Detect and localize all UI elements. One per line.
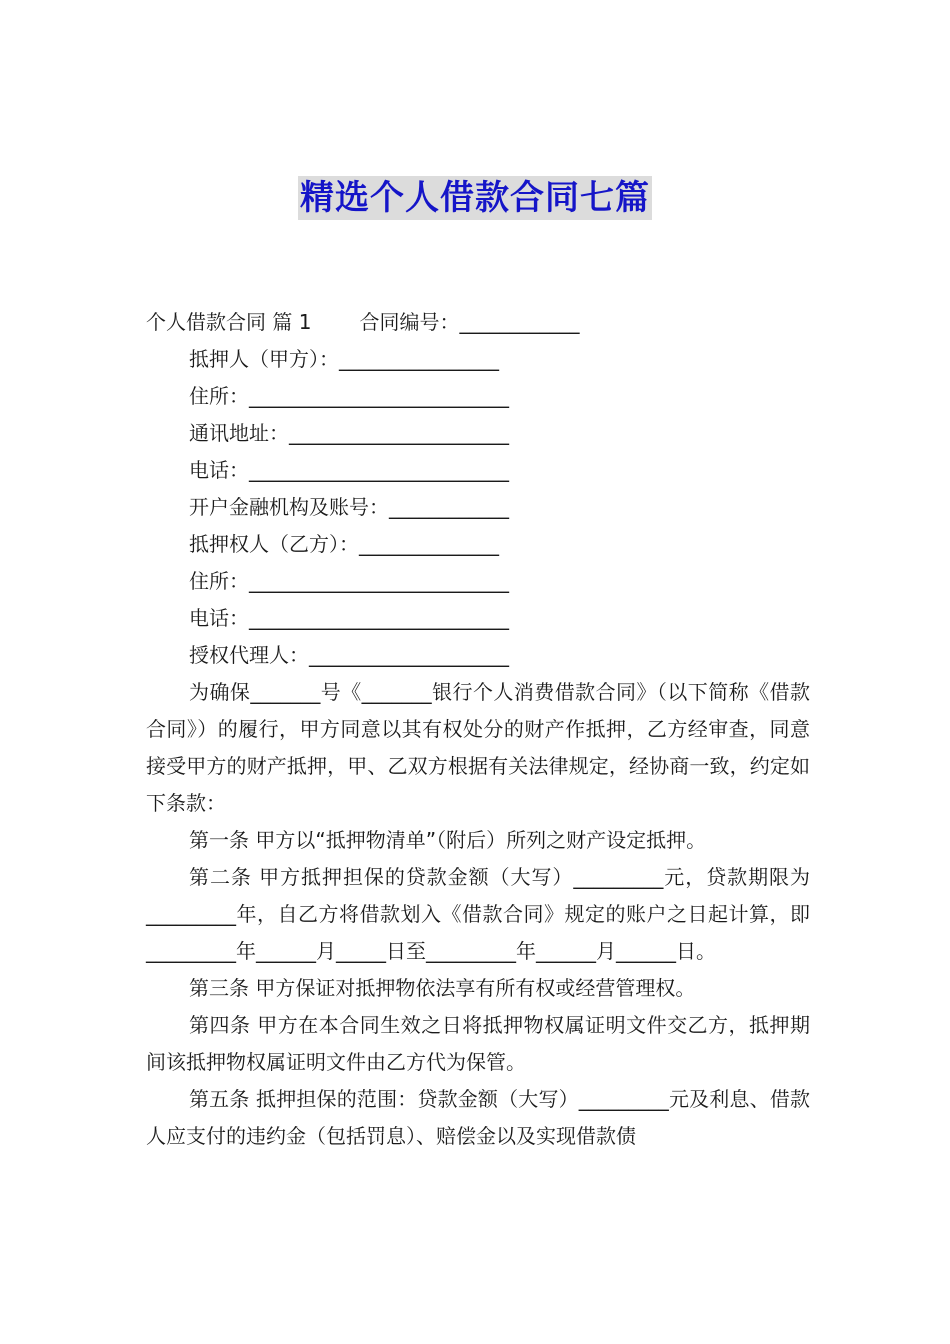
paragraph-article-4: 第四条 甲方在本合同生效之日将抵押物权属证明文件交乙方，抵押期间该抵押物权属证明文件由乙方代为保管。 <box>146 1013 810 1074</box>
paragraph-article-3: 第三条 甲方保证对抵押物依法享有所有权或经营管理权。 <box>189 976 696 1000</box>
document-body <box>146 304 810 1155</box>
paragraph-preamble: 为确保_______号《_______银行个人消费借款合同》（以下简称《借款合同》）的履行，甲方同意以其有权处分的财产作抵押，乙方经审查，同意接受甲方的财产抵押，甲、乙双方根据有关法律规定，经协商一致，约定如下条款： <box>146 680 810 815</box>
field-bank-account: 开户金融机构及账号：____________ <box>189 495 509 519</box>
field-authorized-agent: 授权代理人：____________________ <box>189 643 509 667</box>
field-mortgagee-phone: 电话：__________________________ <box>189 606 509 630</box>
section-heading: 个人借款合同 篇 1 <box>146 310 312 334</box>
field-mortgagor-phone: 电话：__________________________ <box>189 458 509 482</box>
document-title: 精选个人借款合同七篇 <box>300 178 650 218</box>
header-line <box>146 304 810 341</box>
field-mailing-address: 通讯地址：______________________ <box>189 421 509 445</box>
field-mortgagor-address: 住所：__________________________ <box>189 384 509 408</box>
paragraph-article-2: 第二条 甲方抵押担保的贷款金额（大写）_________元，贷款期限为_________年，自乙方将借款划入《借款合同》规定的账户之日起计算，即_________年______月_____日至_________年______月______日。 <box>146 865 810 963</box>
field-mortgagor: 抵押人（甲方）：________________ <box>189 347 499 371</box>
paragraph-article-1: 第一条 甲方以“抵押物清单”（附后）所列之财产设定抵押。 <box>189 828 707 852</box>
contract-number-field: 合同编号：____________ <box>359 310 580 334</box>
paragraph-article-5: 第五条 抵押担保的范围：贷款金额（大写）_________元及利息、借款人应支付的违约金（包括罚息）、赔偿金以及实现借款债 <box>146 1087 810 1148</box>
title-container <box>0 176 950 220</box>
field-mortgagee-address: 住所：__________________________ <box>189 569 509 593</box>
field-mortgagee: 抵押权人（乙方）：______________ <box>189 532 499 556</box>
